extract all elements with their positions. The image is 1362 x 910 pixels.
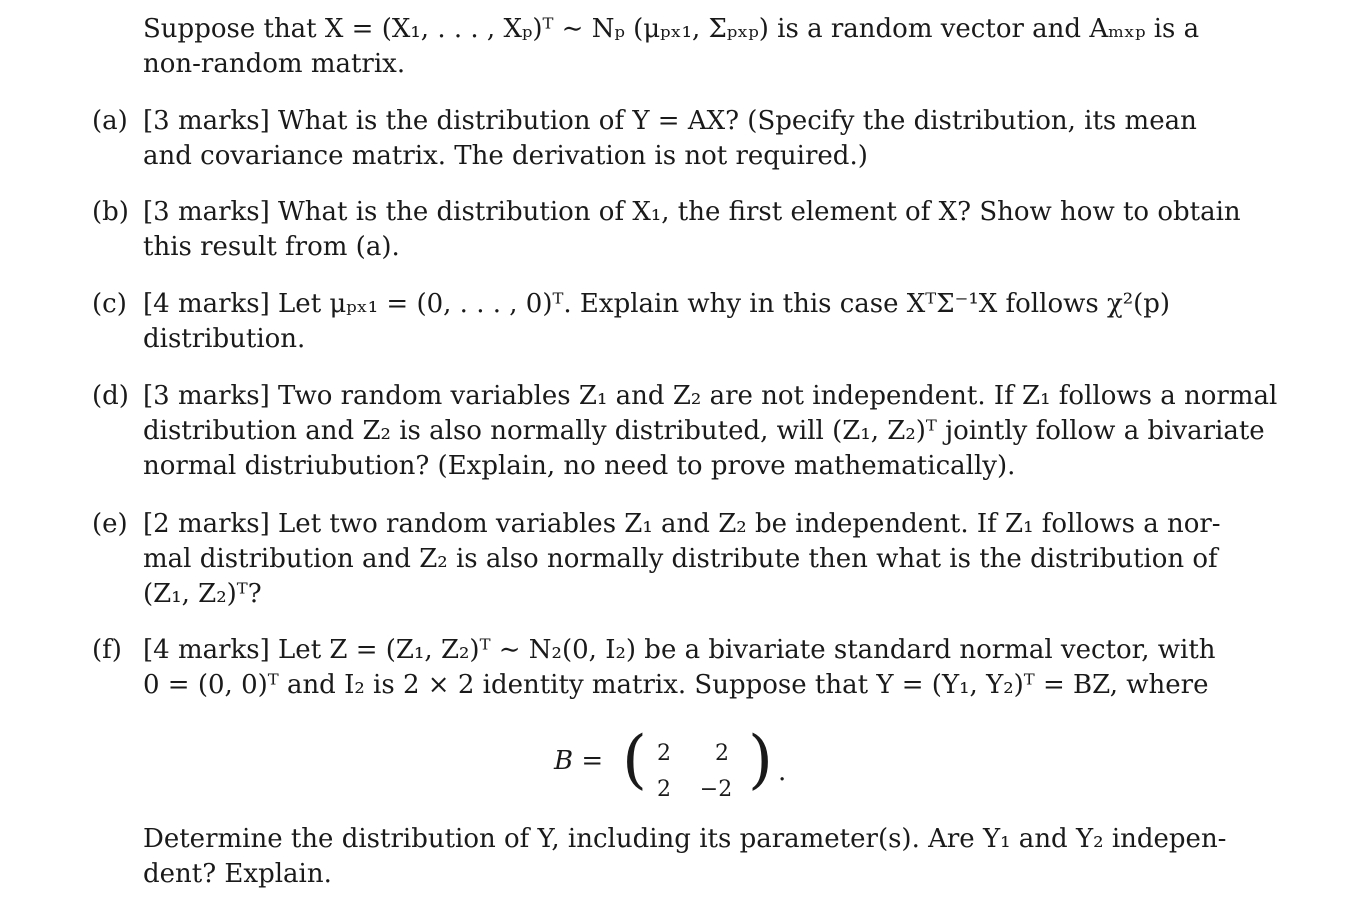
question-b-text <box>143 195 1241 265</box>
question-line: [4 marks] Let μₚₓ₁ = (0, . . . , 0)ᵀ. Explain why in this case XᵀΣ⁻¹X follows χ²(p) <box>143 289 1171 319</box>
matrix-lhs: B = <box>554 746 604 776</box>
question-f-text <box>143 633 1216 703</box>
matrix-cell: 2 <box>715 741 729 766</box>
question-d-text <box>143 379 1278 484</box>
question-line: [4 marks] Let Z = (Z₁, Z₂)ᵀ ∼ N₂(0, I₂) be a bivariate standard normal vector, with <box>143 635 1216 665</box>
question-a-label: (a) <box>92 106 128 136</box>
question-line: mal distribution and Z₂ is also normally distribute then what is the distribution of <box>143 544 1218 574</box>
matrix-b-display <box>0 723 1362 811</box>
question-line: distribution. <box>143 324 306 354</box>
question-line: (Z₁, Z₂)ᵀ? <box>143 579 262 609</box>
left-parenthesis: ( <box>622 723 647 797</box>
intro-line: non-random matrix. <box>143 49 406 79</box>
question-line: this result from (a). <box>143 232 400 262</box>
matrix-trailing-period: . <box>778 757 787 787</box>
matrix-cell: −2 <box>699 777 733 802</box>
question-line: [3 marks] What is the distribution of Y = AX? (Specify the distribution, its mean <box>143 106 1197 136</box>
question-line: [3 marks] What is the distribution of X₁, the first element of X? Show how to obtain <box>143 197 1241 227</box>
right-parenthesis: ) <box>748 723 773 797</box>
question-c-label: (c) <box>92 289 127 319</box>
question-a-text <box>143 104 1196 174</box>
question-e-label: (e) <box>92 509 128 539</box>
question-line: Determine the distribution of Y, including its parameter(s). Are Y₁ and Y₂ indepen- <box>143 824 1227 854</box>
question-f-continuation <box>143 822 1227 892</box>
question-c-text <box>143 287 1196 357</box>
question-line: normal distriubution? (Explain, no need to prove mathematically). <box>143 451 1016 481</box>
question-line: [3 marks] Two random variables Z₁ and Z₂ are not independent. If Z₁ follows a normal <box>143 381 1278 411</box>
question-line: dent? Explain. <box>143 859 332 889</box>
question-f-label: (f) <box>92 635 122 665</box>
matrix-cell: 2 <box>657 777 671 802</box>
question-line: distribution and Z₂ is also normally distributed, will (Z₁, Z₂)ᵀ jointly follow a bivariate <box>143 416 1265 446</box>
question-line: [2 marks] Let two random variables Z₁ and Z₂ be independent. If Z₁ follows a nor- <box>143 509 1221 539</box>
question-line: 0 = (0, 0)ᵀ and I₂ is 2 × 2 identity matrix. Suppose that Y = (Y₁, Y₂)ᵀ = BZ, where <box>143 670 1209 700</box>
intro-line: Suppose that X = (X₁, . . . , Xₚ)ᵀ ∼ Nₚ (μₚₓ₁, Σₚₓₚ) is a random vector and Aₘₓₚ is a <box>143 14 1200 44</box>
intro-paragraph <box>143 12 1200 82</box>
question-e-text <box>143 507 1221 612</box>
question-d-label: (d) <box>92 381 129 411</box>
question-b-label: (b) <box>92 197 129 227</box>
matrix-cell: 2 <box>657 741 671 766</box>
question-line: and covariance matrix. The derivation is not required.) <box>143 141 868 171</box>
